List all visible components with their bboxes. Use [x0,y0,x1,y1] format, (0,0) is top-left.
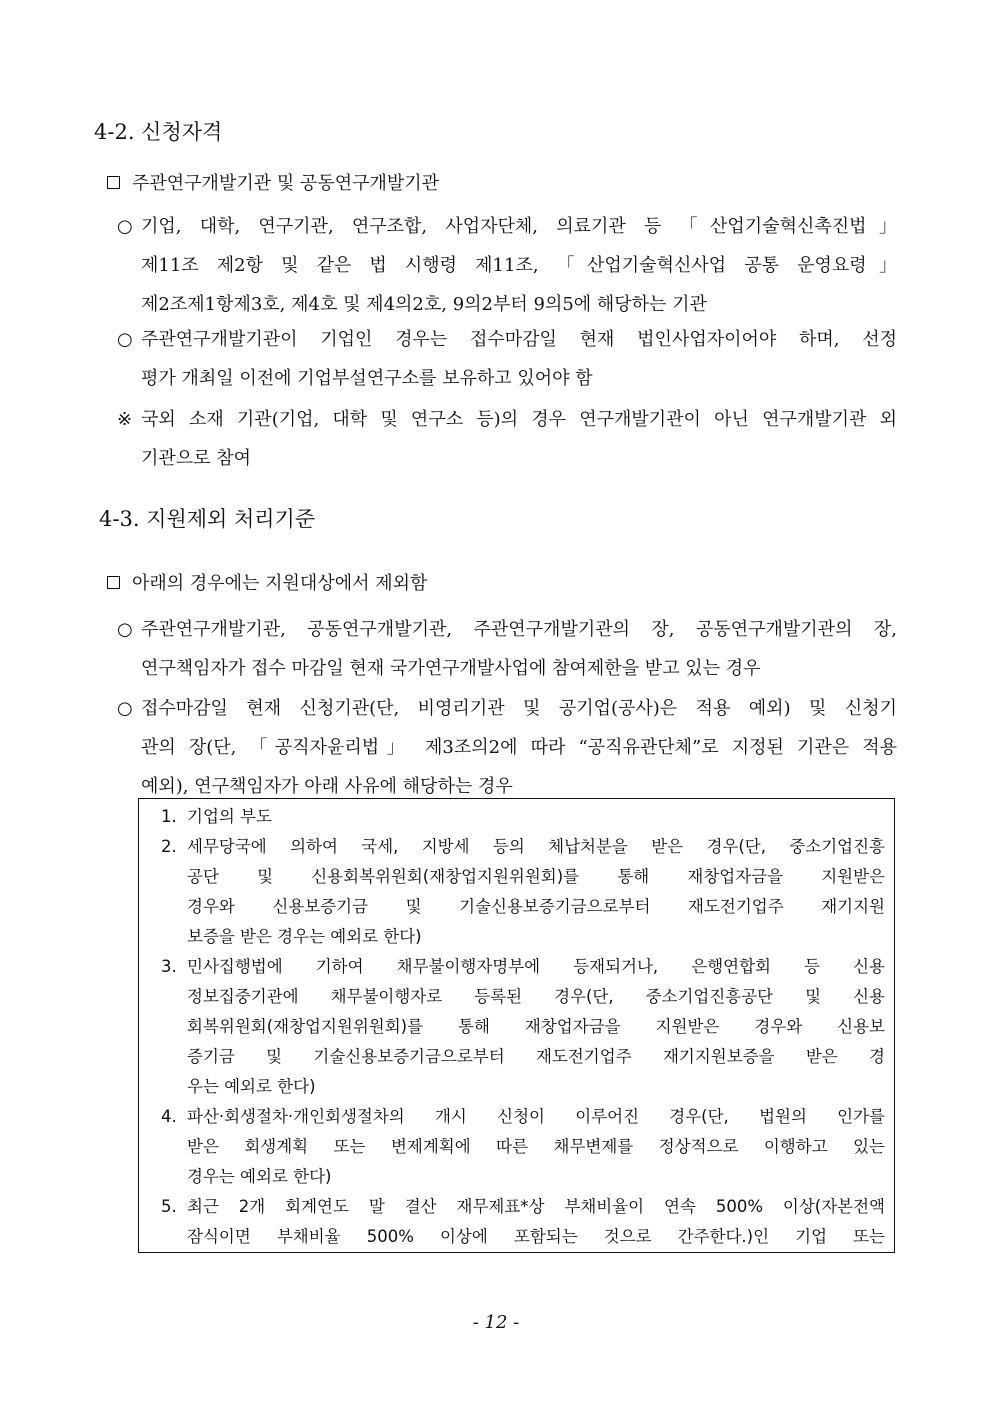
criteria-line: 기업의 부도 [187,807,272,826]
box-heading-institutions [107,169,439,195]
eligibility-item [117,207,897,324]
square-bullet-icon [107,576,120,589]
criteria-line: 경우는 예외로 한다) [187,1167,332,1186]
section-heading-eligibility: 4-2. 신청자격 [94,120,223,144]
criteria-line: 잠식이면 부채비율 500% 이상에 포함되는 것으로 간주한다.)인 기업 또는 [187,1227,885,1246]
box-heading-text: 아래의 경우에는 지원대상에서 제외함 [132,573,428,594]
circle-bullet-icon: ○ [117,329,133,350]
eligibility-item [117,320,897,398]
item-line: 예외), 연구책임자가 아래 사유에 해당하는 경우 [141,776,513,797]
criteria-line: 정보집중기관에 채무불이행자로 등록된 경우(단, 중소기업진흥공단 및 신용 [187,987,885,1006]
exclusion-item [117,610,897,688]
criteria-item [161,832,885,952]
eligibility-note [117,400,897,478]
criteria-line: 증기금 및 기술신용보증기금으로부터 재도전기업주 재기지원보증을 받은 경 [187,1047,885,1066]
circle-bullet-icon: ○ [117,698,133,719]
item-line: 평가 개최일 이전에 기업부설연구소를 보유하고 있어야 함 [141,368,593,389]
criteria-line: 최근 2개 회계연도 말 결산 재무제표*상 부채비율이 연속 500% 이상(자본전액 [187,1197,885,1216]
page-number: - 12 - [472,1312,520,1333]
criteria-number: 1. [161,807,177,826]
circle-bullet-icon: ○ [117,619,133,640]
box-heading-exclusion [107,569,427,595]
exclusion-criteria-box [138,798,895,1253]
item-line: 제11조 제2항 및 같은 법 시행령 제11조, 「산업기술혁신사업 공통 운영요령」 [141,255,897,276]
criteria-item [161,802,885,832]
item-line: 기업, 대학, 연구기관, 연구조합, 사업자단체, 의료기관 등 「산업기술혁신촉진법」 [141,216,897,237]
criteria-number: 3. [161,957,177,976]
exclusion-item [117,689,897,806]
item-line: 관의 장(단, 「공직자윤리법」 제3조의2에 따라 “공직유관단체”로 지정된 기관은 적용 [141,737,897,758]
criteria-item [161,952,885,1102]
criteria-line: 우는 예외로 한다) [187,1077,316,1096]
reference-mark-icon: ※ [117,409,133,430]
criteria-number: 4. [161,1107,177,1126]
criteria-line: 세무당국에 의하여 국세, 지방세 등의 체납처분을 받은 경우(단, 중소기업진흥 [187,837,885,856]
criteria-item [161,1102,885,1192]
criteria-line: 보증을 받은 경우는 예외로 한다) [187,927,422,946]
item-line: 연구책임자가 접수 마감일 현재 국가연구개발사업에 참여제한을 받고 있는 경우 [141,658,761,679]
box-heading-text: 주관연구개발기관 및 공동연구개발기관 [132,173,440,194]
criteria-line: 받은 회생계획 또는 변제계획에 따른 채무변제를 정상적으로 이행하고 있는 [187,1137,885,1156]
item-line: 기관으로 참여 [141,448,252,469]
criteria-number: 2. [161,837,177,856]
item-line: 주관연구개발기관, 공동연구개발기관, 주관연구개발기관의 장, 공동연구개발기관의 장, [141,619,897,640]
criteria-line: 민사집행법에 기하여 채무불이행자명부에 등재되거나, 은행연합회 등 신용 [187,957,885,976]
criteria-item [161,1192,885,1252]
criteria-line: 경우와 신용보증기금 및 기술신용보증기금으로부터 재도전기업주 재기지원 [187,897,885,916]
criteria-number: 5. [161,1197,177,1216]
circle-bullet-icon: ○ [117,216,133,237]
section-heading-exclusion: 4-3. 지원제외 처리기준 [99,507,316,531]
item-line: 접수마감일 현재 신청기관(단, 비영리기관 및 공기업(공사)은 적용 예외) 및 신청기 [141,698,897,719]
criteria-line: 파산·회생절차·개인회생절차의 개시 신청이 이루어진 경우(단, 법원의 인가를 [187,1107,885,1126]
criteria-line: 공단 및 신용회복위원회(재창업지원위원회)를 통해 재창업자금을 지원받은 [187,867,885,886]
criteria-line: 회복위원회(재창업지원위원회)를 통해 재창업자금을 지원받은 경우와 신용보 [187,1017,885,1036]
square-bullet-icon [107,176,120,189]
item-line: 제2조제1항제3호, 제4호 및 제4의2호, 9의2부터 9의5에 해당하는 기관 [141,294,707,315]
item-line: 주관연구개발기관이 기업인 경우는 접수마감일 현재 법인사업자이어야 하며, 선정 [141,329,897,350]
item-line: 국외 소재 기관(기업, 대학 및 연구소 등)의 경우 연구개발기관이 아닌 연구개발기관 외 [141,409,897,430]
